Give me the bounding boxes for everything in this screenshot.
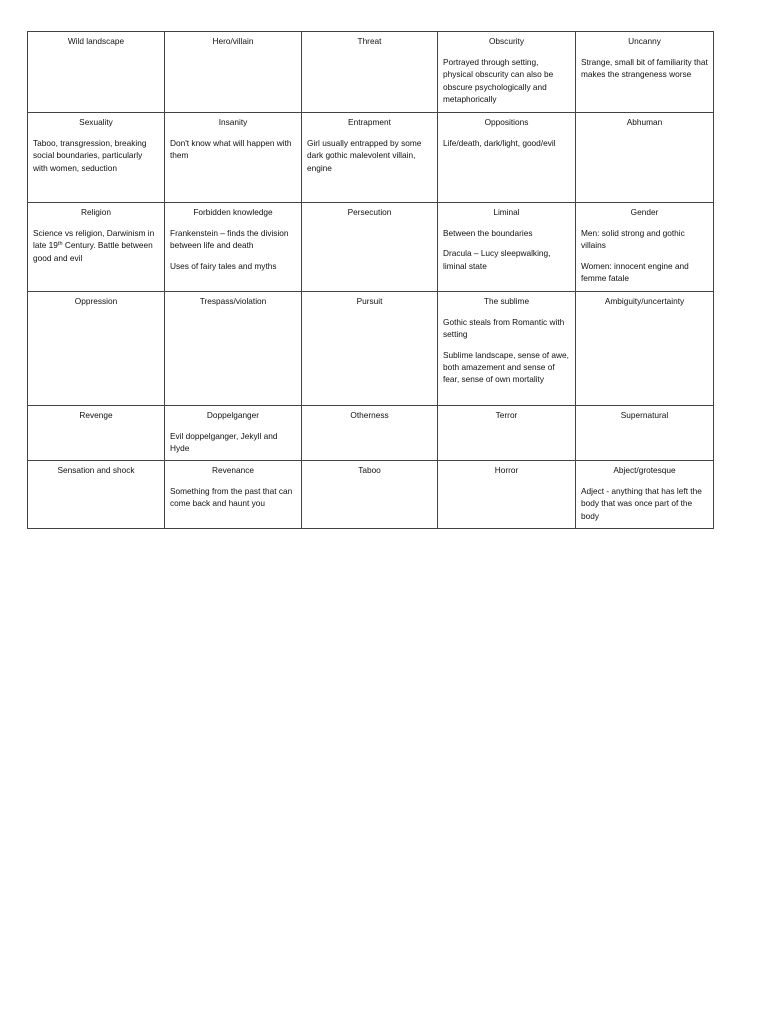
- cell-title: Terror: [495, 410, 518, 420]
- cell-title: Uncanny: [628, 36, 661, 46]
- table-cell: [438, 292, 576, 406]
- cell-text: Science vs religion, Darwinism in late 19th Century. Battle between good and evil: [33, 228, 155, 263]
- table-cell: [165, 406, 302, 461]
- cell-text: Uses of fairy tales and myths: [170, 260, 277, 271]
- cell-text: Something from the past that can come back and haunt you: [170, 486, 293, 509]
- table-cell: [28, 32, 165, 113]
- table-cell: [438, 406, 576, 461]
- cell-body: [581, 56, 708, 80]
- cell-title: Abject/grotesque: [613, 465, 676, 475]
- table-cell: [302, 32, 438, 113]
- table-cell: [28, 113, 165, 203]
- cell-body: [307, 137, 432, 174]
- cell-title: Wild landscape: [67, 36, 125, 46]
- cell-body: [170, 137, 296, 161]
- table-cell: [576, 461, 714, 529]
- cell-title: Oppression: [74, 296, 118, 306]
- cell-title: Doppelganger: [206, 410, 260, 420]
- cell-title: The sublime: [483, 296, 530, 306]
- table-cell: [28, 461, 165, 529]
- cell-text: Adject - anything that has left the body that was once part of the body: [581, 486, 702, 521]
- cell-text: Women: innocent engine and femme fatale: [581, 260, 689, 283]
- cell-text: Gothic steals from Romantic with setting: [443, 317, 565, 340]
- cell-title: Hero/villain: [212, 36, 254, 46]
- table-cell: [438, 32, 576, 113]
- cell-title: Obscurity: [488, 36, 525, 46]
- cell-text: Sublime landscape, sense of awe, both amazement and sense of fear, sense of own mortality: [443, 349, 569, 385]
- table-cell: [165, 292, 302, 406]
- cell-body: [581, 485, 708, 522]
- cell-title: Persecution: [347, 207, 392, 217]
- table-cell: [28, 203, 165, 292]
- cell-body: [443, 227, 570, 272]
- table-cell: [438, 461, 576, 529]
- table-cell: [165, 203, 302, 292]
- table-cell: [438, 203, 576, 292]
- cell-text: Men: solid strong and gothic villains: [581, 228, 685, 251]
- table-cell: [28, 292, 165, 406]
- table-cell: [165, 32, 302, 113]
- cell-body: [443, 137, 570, 149]
- cell-text: Evil doppelganger, Jekyll and Hyde: [170, 431, 278, 454]
- table-cell: [165, 461, 302, 529]
- table-row: [28, 406, 714, 461]
- cell-title: Gender: [630, 207, 659, 217]
- table-row: [28, 292, 714, 406]
- cell-body: [443, 56, 570, 105]
- cell-text: Portrayed through setting, physical obscurity can also be obscure psychologically and metaphorically: [443, 57, 554, 104]
- table-cell: [576, 32, 714, 113]
- table-cell: [576, 292, 714, 406]
- cell-title: Oppositions: [484, 117, 529, 127]
- cell-title: Supernatural: [620, 410, 669, 420]
- table-cell: [165, 113, 302, 203]
- cell-title: Revenance: [212, 465, 254, 475]
- table-row: [28, 203, 714, 292]
- cell-title: Trespass/violation: [199, 296, 267, 306]
- cell-title: Forbidden knowledge: [193, 207, 273, 217]
- cell-title: Pursuit: [356, 296, 383, 306]
- cell-text: Taboo, transgression, breaking social boundaries, particularly with women, seduction: [33, 138, 147, 173]
- cell-text: Girl usually entrapped by some dark gothic malevolent villain, engine: [307, 138, 422, 173]
- cell-title: Horror: [494, 465, 519, 475]
- table-cell: [576, 406, 714, 461]
- table-cell: [302, 292, 438, 406]
- cell-body: [581, 227, 708, 284]
- table-row: [28, 113, 714, 203]
- cell-body: [443, 316, 570, 385]
- table-cell: [302, 113, 438, 203]
- cell-title: Sexuality: [79, 117, 113, 127]
- table-cell: [28, 406, 165, 461]
- cell-title: Abhuman: [626, 117, 663, 127]
- cell-title: Ambiguity/uncertainty: [604, 296, 685, 306]
- table-row: [28, 461, 714, 529]
- cell-text: Strange, small bit of familiarity that makes the strangeness worse: [581, 57, 708, 80]
- gothic-conventions-table: [27, 31, 714, 529]
- cell-title: Sensation and shock: [57, 465, 135, 475]
- cell-title: Taboo: [358, 465, 381, 475]
- table-row: [28, 32, 714, 113]
- cell-text: Between the boundaries: [443, 228, 533, 239]
- table-cell: [576, 113, 714, 203]
- cell-text: Frankenstein – finds the division between life and death: [170, 228, 289, 251]
- cell-body: [170, 485, 296, 509]
- cell-text: Dracula – Lucy sleepwalking, liminal state: [443, 248, 551, 271]
- cell-title: Liminal: [493, 207, 520, 217]
- cell-title: Insanity: [218, 117, 248, 127]
- cell-text: Life/death, dark/light, good/evil: [443, 138, 556, 149]
- cell-body: [170, 227, 296, 272]
- table-cell: [302, 406, 438, 461]
- cell-text: Don't know what will happen with them: [170, 138, 292, 161]
- cell-body: [33, 227, 159, 264]
- table-cell: [438, 113, 576, 203]
- ordinal-suffix: th: [57, 241, 63, 248]
- table-cell: [302, 461, 438, 529]
- cell-body: [33, 137, 159, 174]
- cell-title: Threat: [357, 36, 382, 46]
- table-cell: [302, 203, 438, 292]
- cell-title: Entrapment: [348, 117, 391, 127]
- cell-body: [170, 430, 296, 454]
- cell-title: Revenge: [79, 410, 113, 420]
- cell-title: Otherness: [350, 410, 389, 420]
- cell-title: Religion: [81, 207, 111, 217]
- table-cell: [576, 203, 714, 292]
